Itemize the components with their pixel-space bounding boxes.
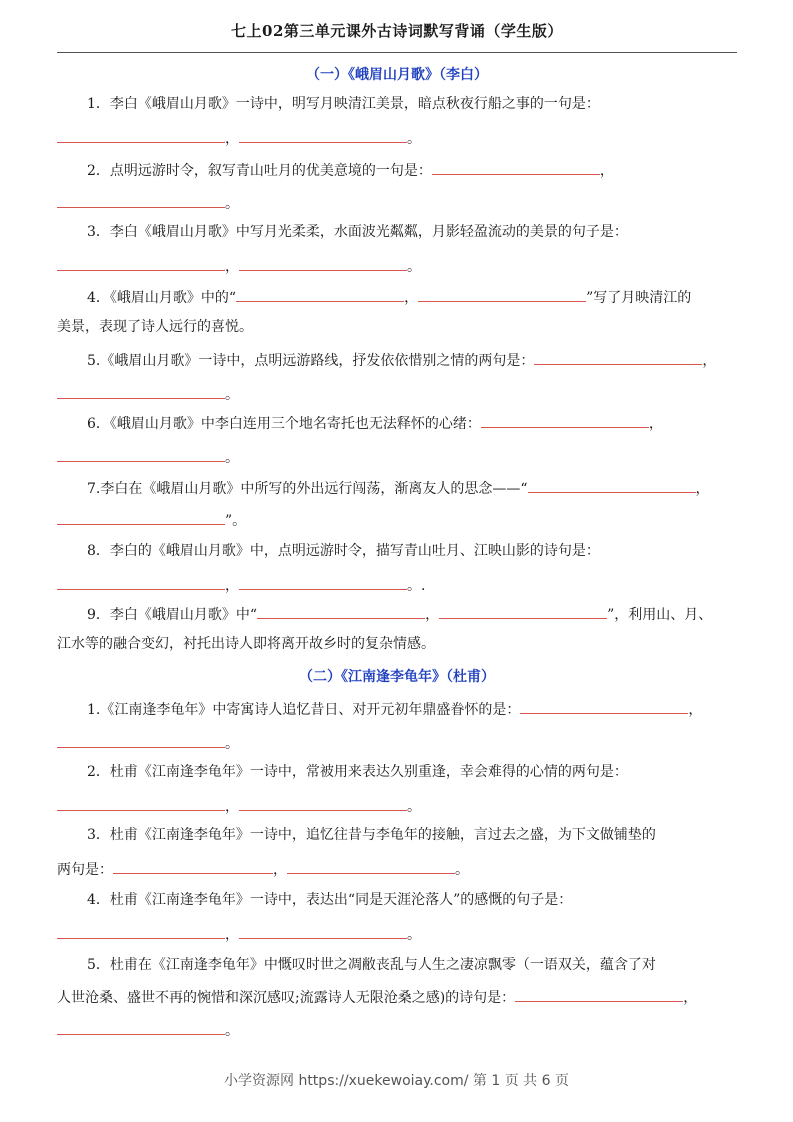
question-2-5: 5．杜甫在《江南逢李龟年》中慨叹时世之凋敝丧乱与人生之凄凉飘零（一语双关，蕴含了对 [87, 957, 656, 973]
answer-blank[interactable] [515, 987, 683, 1002]
question-2-1: 1.《江南逢李龟年》中寄寓诗人追忆昔日、对开元初年鼎盛眷怀的是： ， [57, 699, 747, 720]
question-1-6: 6．《峨眉山月歌》中李白连用三个地名寄托也无法释怀的心绪： ， [57, 413, 747, 434]
question-1-1: 1．李白《峨眉山月歌》一诗中，明写月映清江美景，暗点秋夜行船之事的一句是： [87, 96, 600, 112]
answer-blank[interactable] [239, 924, 407, 939]
question-2-3-cont: 两句是： ， 。 [57, 859, 747, 880]
answer-line-1-1: ， 。 [57, 128, 747, 149]
answer-blank[interactable] [520, 699, 688, 714]
question-2-2: 2．杜甫《江南逢李龟年》一诗中，常被用来表达久别重逢，幸会难得的心情的两句是： [87, 764, 628, 780]
question-1-9-cont: 江水等的融合变幻，衬托出诗人即将离开故乡时的复杂情感。 [57, 636, 435, 652]
page-title: 七上02第三单元课外古诗词默写背诵（学生版） [231, 22, 563, 40]
answer-blank[interactable] [287, 859, 455, 874]
question-2-3: 3．杜甫《江南逢李龟年》一诗中，追忆往昔与李龟年的接触，言过去之盛，为下文做铺垫的 [87, 827, 656, 843]
answer-blank[interactable] [236, 287, 404, 302]
question-1-4: 4．《峨眉山月歌》中的“ ， ”写了月映清江的 [57, 287, 747, 308]
question-2-5-cont: 人世沧桑、盛世不再的惋惜和深沉感叹;流露诗人无限沧桑之感)的诗句是： ， [57, 987, 747, 1008]
answer-line-1-5: 。 [57, 384, 747, 405]
answer-line-1-3: ， 。 [57, 256, 747, 277]
question-1-8: 8．李白的《峨眉山月歌》中，点明远游时令，描写青山吐月、江映山影的诗句是： [87, 543, 600, 559]
answer-blank[interactable] [481, 413, 649, 428]
answer-blank[interactable] [57, 1020, 225, 1035]
answer-blank[interactable] [57, 924, 225, 939]
answer-blank[interactable] [113, 859, 273, 874]
answer-blank[interactable] [57, 193, 225, 208]
answer-line-2-1: 。 [57, 733, 747, 754]
answer-blank[interactable] [528, 478, 696, 493]
answer-blank[interactable] [57, 384, 225, 399]
answer-line-1-2: 。 [57, 193, 747, 214]
answer-blank[interactable] [534, 350, 702, 365]
answer-blank[interactable] [239, 256, 407, 271]
question-1-3: 3．李白《峨眉山月歌》中写月光柔柔，水面波光粼粼，月影轻盈流动的美景的句子是： [87, 224, 628, 240]
answer-blank[interactable] [57, 128, 225, 143]
answer-blank[interactable] [57, 256, 225, 271]
answer-blank[interactable] [57, 733, 225, 748]
answer-blank[interactable] [239, 796, 407, 811]
answer-line-1-8: ， 。. [57, 575, 747, 596]
answer-line-1-6: 。 [57, 447, 747, 468]
answer-blank[interactable] [418, 287, 586, 302]
answer-blank[interactable] [432, 160, 600, 175]
answer-blank[interactable] [57, 447, 225, 462]
question-1-4-cont: 美景，表现了诗人远行的喜悦。 [57, 319, 253, 335]
answer-line-2-4: ， 。 [57, 924, 747, 945]
question-2-4: 4．杜甫《江南逢李龟年》一诗中，表达出“同是天涯沦落人”的感慨的句子是： [87, 892, 573, 908]
question-1-2: 2．点明远游时令，叙写青山吐月的优美意境的一句是： ， [57, 160, 747, 181]
answer-blank[interactable] [57, 575, 225, 590]
answer-line-2-5: 。 [57, 1020, 747, 1041]
answer-line-1-7: ”。 [57, 510, 747, 531]
answer-blank[interactable] [239, 128, 407, 143]
answer-blank[interactable] [439, 604, 607, 619]
question-1-5: 5.《峨眉山月歌》一诗中，点明远游路线，抒发依依惜别之情的两句是： ， [57, 350, 747, 371]
section-title-1: （一）《峨眉山月歌》（李白） [306, 67, 488, 83]
answer-blank[interactable] [57, 510, 225, 525]
answer-blank[interactable] [239, 575, 407, 590]
section-title-2: （二）《江南逢李龟年》（杜甫） [299, 669, 495, 685]
answer-line-2-2: ， 。 [57, 796, 747, 817]
question-1-9: 9．李白《峨眉山月歌》中“ ， ”，利用山、月、 [57, 604, 747, 625]
question-1-7: 7.李白在《峨眉山月歌》中所写的外出远行闯荡，渐离友人的思念——“ ， [57, 478, 747, 499]
page-footer: 小学资源网 https://xuekewoiay.com/ 第 1 页 共 6 页 [224, 1073, 569, 1089]
answer-blank[interactable] [57, 796, 225, 811]
answer-blank[interactable] [257, 604, 425, 619]
header-divider [57, 52, 737, 53]
